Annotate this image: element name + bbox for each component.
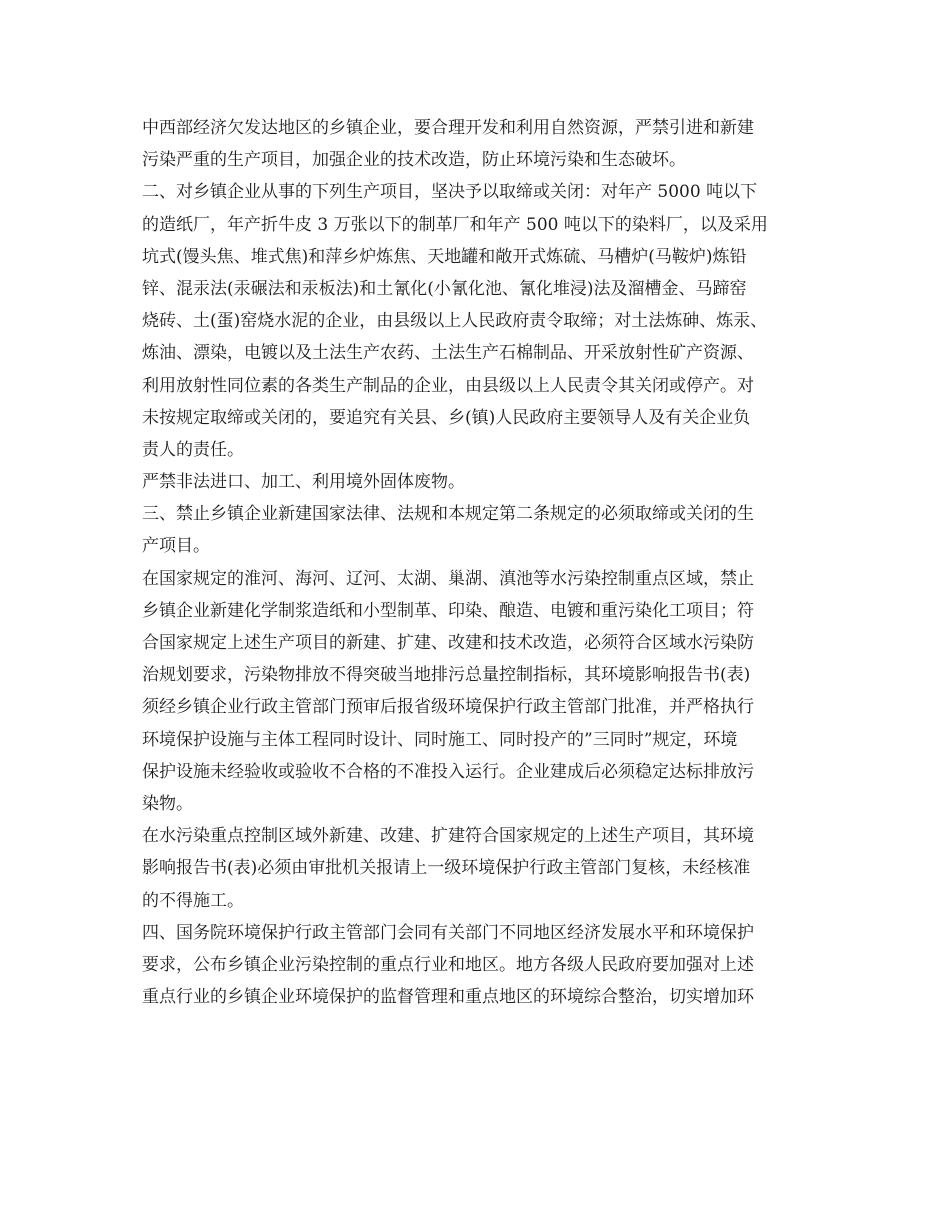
document-body (142, 112, 822, 1013)
text-line: 中西部经济欠发达地区的乡镇企业，要合理开发和利用自然资源，严禁引进和新建 (142, 118, 754, 138)
text-line: 三、禁止乡镇企业新建国家法律、法规和本规定第二条规定的必须取缔或关闭的生 (142, 504, 754, 525)
text-line: 炼油、漂染，电镀以及土法生产农药、土法生产石棉制品、开采放射性矿产资源、 (142, 343, 754, 364)
text-line: 须经乡镇企业行政主管部门预审后报省级环境保护行政主管部门批准，并严格执行 (142, 697, 754, 718)
text-line: 烧砖、土(蛋)窑烧水泥的企业，由县级以上人民政府责令取缔；对土法炼砷、炼汞、 (142, 311, 768, 332)
text-line: 乡镇企业新建化学制浆造纸和小型制革、印染、酿造、电镀和重污染化工项目；符 (142, 600, 754, 621)
text-line: 染物。 (142, 793, 193, 814)
text-line: 锌、混汞法(汞碾法和汞板法)和土氰化(小氰化池、氰化堆浸)法及溜槽金、马蹄窑 (142, 278, 747, 299)
text-line: 在水污染重点控制区域外新建、改建、扩建符合国家规定的上述生产项目，其环境 (142, 826, 754, 847)
text-line: 二、对乡镇企业从事的下列生产项目，坚决予以取缔或关闭：对年产 5000 吨以下 (142, 182, 758, 203)
text-line: 在国家规定的淮河、海河、辽河、太湖、巢湖、滇池等水污染控制重点区域，禁止 (142, 568, 754, 589)
text-line: 要求，公布乡镇企业污染控制的重点行业和地区。地方各级人民政府要加强对上述 (142, 954, 754, 975)
text-line: 四、国务院环境保护行政主管部门会同有关部门不同地区经济发展水平和环境保护 (142, 922, 754, 943)
text-line: 坑式(馒头焦、堆式焦)和萍乡炉炼焦、天地罐和敞开式炼硫、马槽炉(马鞍炉)炼铅 (142, 246, 747, 267)
text-line: 污染严重的生产项目，加强企业的技术改造，防止环境污染和生态破坏。 (142, 150, 686, 171)
text-line: 合国家规定上述生产项目的新建、扩建、改建和技术改造，必须符合区域水污染防 (142, 633, 754, 653)
text-line: 治规划要求，污染物排放不得突破当地排污总量控制指标，其环境影响报告书(表) (142, 665, 751, 686)
text-line: 利用放射性同位素的各类生产制品的企业，由县级以上人民责令其关闭或停产。对 (142, 375, 754, 396)
text-line: 的造纸厂，年产折牛皮 3 万张以下的制革厂和年产 500 吨以下的染料厂，以及采用 (142, 214, 768, 235)
text-line: 严禁非法进口、加工、利用境外固体废物。 (142, 472, 465, 493)
text-line: 环境保护设施与主体工程同时设计、同时施工、同时投产的”三同时”规定，环境 (142, 729, 738, 750)
text-line: 重点行业的乡镇企业环境保护的监督管理和重点地区的环境综合整治，切实增加环 (142, 987, 754, 1008)
text-line: 保护设施未经验收或验收不合格的不准投入运行。企业建成后必须稳定达标排放污 (142, 761, 754, 782)
text-line: 的不得施工。 (142, 890, 244, 911)
text-line: 未按规定取缔或关闭的，要追究有关县、乡(镇)人民政府主要领导人及有关企业负 (142, 407, 751, 428)
text-line: 产项目。 (142, 536, 210, 557)
text-line: 责人的责任。 (142, 439, 244, 460)
text-line: 影响报告书(表)必须由审批机关报请上一级环境保护行政主管部门复核，未经核准 (142, 858, 751, 879)
